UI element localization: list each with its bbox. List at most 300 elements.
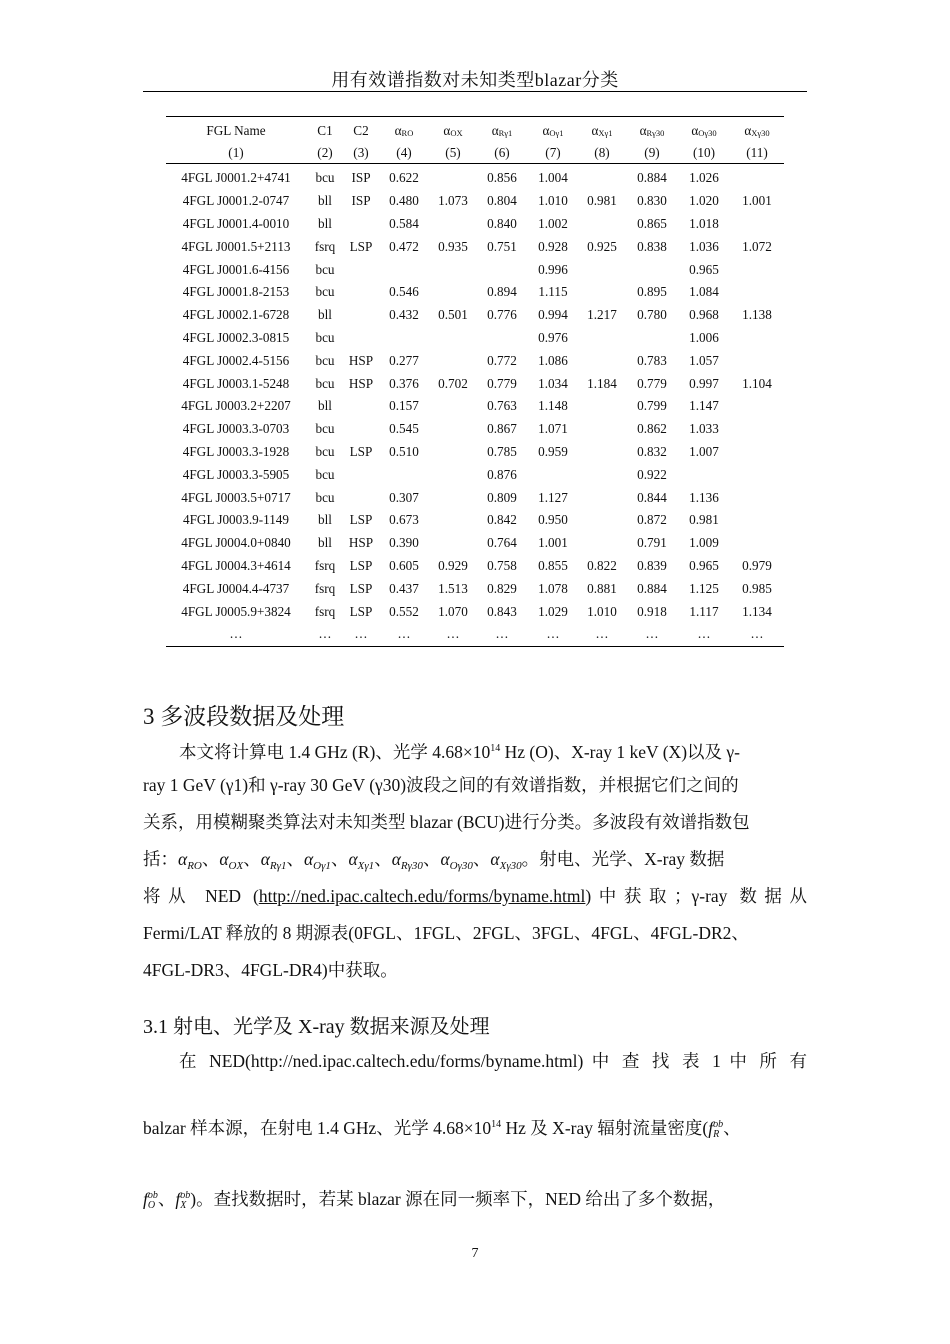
- table-cell: bll: [318, 215, 332, 231]
- table-cell: 4FGL J0003.2+2207: [181, 398, 291, 414]
- table-cell: bll: [318, 512, 332, 528]
- column-number: (5): [430, 142, 476, 164]
- table-cell: 0.673: [389, 512, 419, 528]
- table-cell: [730, 463, 784, 486]
- table-cell: 1.134: [742, 603, 772, 619]
- table-cell: [476, 327, 528, 350]
- table-cell: [344, 395, 378, 418]
- subsection-heading: 3.1 射电、光学及 X-ray 数据来源及处理: [143, 1016, 490, 1038]
- table-cell: 0.779: [637, 375, 667, 391]
- table-cell: 1.117: [689, 603, 719, 619]
- table-row: [166, 235, 784, 258]
- table-cell: 0.968: [689, 307, 719, 323]
- table-cell: 0.809: [487, 489, 517, 505]
- table-cell: 1.136: [689, 489, 719, 505]
- table-cell: bcu: [315, 284, 335, 300]
- table-cell: fsrq: [314, 603, 336, 619]
- table-cell: [476, 258, 528, 281]
- table-cell: [730, 395, 784, 418]
- table-cell: [344, 418, 378, 441]
- table-cell: 4FGL J0004.3+4614: [181, 557, 291, 573]
- column-header: FGL Name: [206, 122, 266, 138]
- table-cell: 0.584: [389, 215, 419, 231]
- table-row: [166, 304, 784, 327]
- table-column-number-row: [166, 142, 784, 164]
- column-header: αOγ1: [542, 122, 564, 138]
- table-cell: 1.057: [689, 352, 719, 368]
- table-cell: 1.033: [689, 421, 719, 437]
- table-cell: 4FGL J0001.2+4741: [181, 170, 291, 186]
- table-cell: 0.829: [487, 580, 517, 596]
- table-cell: 4FGL J0001.8-2153: [182, 284, 290, 300]
- table-cell: [730, 532, 784, 555]
- table-cell: bcu: [315, 329, 335, 345]
- table-cell: 1.001: [538, 535, 568, 551]
- table-cell: ISP: [351, 170, 371, 186]
- table-cell: …: [229, 626, 243, 642]
- table-cell: [430, 258, 476, 281]
- table-cell: 0.985: [742, 580, 772, 596]
- column-number: (11): [730, 142, 784, 164]
- table-cell: [578, 441, 626, 464]
- flux-symbol-R: f ob R: [708, 1118, 724, 1140]
- table-cell: bcu: [315, 375, 335, 391]
- table-cell: [626, 258, 678, 281]
- column-number: (2): [306, 142, 344, 164]
- table-cell: 0.996: [538, 261, 568, 277]
- table-cell: 1.070: [438, 603, 468, 619]
- table-cell: 1.009: [689, 535, 719, 551]
- table-cell: [730, 164, 784, 190]
- table-cell: 1.084: [689, 284, 719, 300]
- table-cell: 0.842: [487, 512, 517, 528]
- table-cell: 0.928: [538, 238, 568, 254]
- spectral-index: $\alpha_{RO}$: [178, 849, 202, 872]
- table-cell: bll: [318, 307, 332, 323]
- table-row: [166, 349, 784, 372]
- table-cell: [578, 349, 626, 372]
- table-row: [166, 600, 784, 623]
- table-cell: 0.922: [637, 466, 667, 482]
- table-cell: 1.007: [689, 443, 719, 459]
- table-cell: [578, 395, 626, 418]
- table-header-row: [166, 117, 784, 143]
- ned-url-link[interactable]: http://ned.ipac.caltech.edu/forms/byname.html: [258, 886, 586, 906]
- table-cell: [344, 304, 378, 327]
- table-cell: [578, 327, 626, 350]
- table-cell: 0.959: [538, 443, 568, 459]
- table-cell: LSP: [349, 443, 373, 459]
- table-row: [166, 395, 784, 418]
- table-cell: [344, 486, 378, 509]
- table-cell: 0.758: [487, 557, 517, 573]
- table-cell: 4FGL J0003.3-5905: [182, 466, 290, 482]
- column-header: αXγ30: [744, 122, 770, 138]
- table-cell: [378, 327, 430, 350]
- table-cell: [344, 213, 378, 236]
- table-cell: HSP: [348, 375, 374, 391]
- table-cell: HSP: [348, 535, 374, 551]
- section-heading: 3 多波段数据及处理: [143, 704, 345, 729]
- table-cell: 0.840: [487, 215, 517, 231]
- table-cell: …: [750, 626, 764, 642]
- data-table: [166, 116, 784, 647]
- table-cell: 1.071: [538, 421, 568, 437]
- table-cell: 1.006: [689, 329, 719, 345]
- table-cell: bcu: [315, 421, 335, 437]
- table-body: [166, 164, 784, 647]
- table-cell: 1.036: [689, 238, 719, 254]
- table-row: [166, 258, 784, 281]
- para-line: balzar 样本源，在射电 1.4 GHz、光学 $4.68\times 10^{14}$ Hz 及 X-ray 辐射流量密度(f ob R 、: [143, 1118, 741, 1140]
- para-line: f ob O 、f ob X )。查找数据时，若某 blazar 源在同一频率下，NED 给出了多个数据，: [143, 1189, 726, 1211]
- table-cell: 0.376: [389, 375, 419, 391]
- table-cell: 0.432: [389, 307, 419, 323]
- table-cell: 1.127: [538, 489, 568, 505]
- table-cell: [730, 441, 784, 464]
- table-cell: 4FGL J0001.2-0747: [182, 193, 290, 209]
- table-cell: 0.855: [538, 557, 568, 573]
- table-cell: 0.480: [389, 193, 419, 209]
- table-cell: 4FGL J0003.1-5248: [182, 375, 290, 391]
- table-cell: 1.217: [587, 307, 617, 323]
- table-cell: fsrq: [314, 557, 336, 573]
- section-3-paragraph: [143, 730, 807, 989]
- column-header: αXγ1: [591, 122, 613, 138]
- table-cell: 0.894: [487, 284, 517, 300]
- table-cell: [578, 164, 626, 190]
- flux-symbol-X: f ob X: [175, 1189, 191, 1211]
- table-cell: 1.125: [689, 580, 719, 596]
- table-cell: 1.104: [742, 375, 772, 391]
- table-cell: LSP: [349, 512, 373, 528]
- table-cell: [430, 327, 476, 350]
- table-cell: …: [645, 626, 659, 642]
- table-cell: LSP: [349, 238, 373, 254]
- column-header: αRO: [394, 122, 414, 138]
- table-row: [166, 532, 784, 555]
- spectral-index: $\alpha_{O\gamma 30}$: [440, 849, 473, 872]
- table-row: [166, 213, 784, 236]
- table-cell: 0.872: [637, 512, 667, 528]
- table-cell: …: [446, 626, 460, 642]
- table-cell: 0.979: [742, 557, 772, 573]
- table-cell: [430, 509, 476, 532]
- page-number: 7: [471, 1246, 479, 1261]
- column-header: αRγ30: [639, 122, 665, 138]
- table-cell: [430, 463, 476, 486]
- table-cell: 0.839: [637, 557, 667, 573]
- table-row: [166, 463, 784, 486]
- table-cell: 0.884: [637, 580, 667, 596]
- table-cell: 0.776: [487, 307, 517, 323]
- table-cell: 0.865: [637, 215, 667, 231]
- table-cell: 0.981: [689, 512, 719, 528]
- table-cell: fsrq: [314, 580, 336, 596]
- table-cell: 0.925: [587, 238, 617, 254]
- table-cell: [344, 327, 378, 350]
- table-cell: 1.138: [742, 307, 772, 323]
- table-cell: [578, 532, 626, 555]
- table-cell: …: [697, 626, 711, 642]
- table-row: [166, 486, 784, 509]
- table-row: [166, 372, 784, 395]
- table-cell: bll: [318, 398, 332, 414]
- table-row: [166, 164, 784, 190]
- table-cell: 4FGL J0003.5+0717: [181, 489, 291, 505]
- subsection-paragraph: [143, 1043, 807, 1218]
- table-cell: 0.307: [389, 489, 419, 505]
- table-cell: [344, 281, 378, 304]
- table-cell: 1.513: [438, 580, 468, 596]
- table-cell: HSP: [348, 352, 374, 368]
- table-cell: 0.763: [487, 398, 517, 414]
- table-cell: 0.994: [538, 307, 568, 323]
- table-cell: 0.935: [438, 238, 468, 254]
- table-cell: 0.546: [389, 284, 419, 300]
- spectral-index: $\alpha_{OX}$: [219, 849, 244, 872]
- table-cell: [430, 441, 476, 464]
- table-cell: …: [546, 626, 560, 642]
- table-cell: [578, 213, 626, 236]
- table-cell: 0.622: [389, 170, 419, 186]
- column-number: (7): [528, 142, 578, 164]
- table-row: [166, 281, 784, 304]
- table-cell: [626, 327, 678, 350]
- table-cell: [730, 327, 784, 350]
- para-line: 在 NED(http://ned.ipac.caltech.edu/forms/byname.html) 中 查 找 表 1 中 所 有: [179, 1051, 807, 1071]
- table-cell: [730, 258, 784, 281]
- spectral-index-list: $\alpha_{RO}$、$\alpha_{OX}$、$\alpha_{R\gamma 1}$、$\alpha_{O\gamma 1}$、$\alpha_{X\gamma 1}$、$\alpha_{R\gamma 30}$、$\alpha_{O\gamma 30}$、$\alpha_{X\gamma 30}$: [178, 849, 522, 872]
- table-cell: 1.086: [538, 352, 568, 368]
- para-line: Fermi/LAT 释放的 8 期源表(0FGL、1FGL、2FGL、3FGL、4FGL、4FGL-DR2、: [143, 923, 749, 943]
- table-cell: [730, 213, 784, 236]
- table-cell: 1.001: [742, 193, 772, 209]
- table-cell: [730, 486, 784, 509]
- table-cell: 0.976: [538, 329, 568, 345]
- table-cell: 4FGL J0002.1-6728: [182, 307, 290, 323]
- table-cell: 0.437: [389, 580, 419, 596]
- table-cell: 0.779: [487, 375, 517, 391]
- table-cell: [430, 349, 476, 372]
- spectral-index: $\alpha_{R\gamma 30}$: [391, 849, 423, 872]
- table-cell: [730, 418, 784, 441]
- table-cell: 0.832: [637, 443, 667, 459]
- table-cell: 1.010: [538, 193, 568, 209]
- column-header: C2: [353, 122, 369, 138]
- para-line-indices: 括：$\alpha_{RO}$、$\alpha_{OX}$、$\alpha_{R\gamma 1}$、$\alpha_{O\gamma 1}$、$\alpha_{X\gamma 1}$、$\alpha_{R\gamma 30}$、$\alpha_{O\gamma 30}$、$\alpha_{X\gamma 30}$。射电、光学、X-ray 数据: [143, 849, 725, 872]
- para-line: 将从 NED (http://ned.ipac.caltech.edu/forms/byname.html)中获取；γ-ray 数据从: [143, 886, 808, 906]
- table-cell: 1.020: [689, 193, 719, 209]
- table-cell: [430, 281, 476, 304]
- table-cell: [430, 532, 476, 555]
- table-row: [166, 509, 784, 532]
- table-cell: [678, 463, 730, 486]
- table-cell: 0.501: [438, 307, 468, 323]
- table-cell: [430, 395, 476, 418]
- table-cell: 0.277: [389, 352, 419, 368]
- table-cell: 1.029: [538, 603, 568, 619]
- table-row: [166, 190, 784, 213]
- table-cell: 0.881: [587, 580, 617, 596]
- table-cell: …: [354, 626, 368, 642]
- table-cell: 0.702: [438, 375, 468, 391]
- table-cell: LSP: [349, 557, 373, 573]
- table-cell: bcu: [315, 261, 335, 277]
- spectral-index: $\alpha_{X\gamma 30}$: [490, 849, 522, 872]
- table-cell: 0.804: [487, 193, 517, 209]
- table-row: [166, 441, 784, 464]
- table-cell: [578, 463, 626, 486]
- table-cell: 1.073: [438, 193, 468, 209]
- table-cell: 4FGL J0005.9+3824: [181, 603, 291, 619]
- column-number: (8): [578, 142, 626, 164]
- table-cell: [430, 486, 476, 509]
- table-cell: 0.785: [487, 443, 517, 459]
- column-header: αOγ30: [691, 122, 717, 138]
- table-cell: 0.884: [637, 170, 667, 186]
- table-cell: …: [495, 626, 509, 642]
- table-cell: 1.004: [538, 170, 568, 186]
- table-cell: 1.078: [538, 580, 568, 596]
- table-cell: 0.867: [487, 421, 517, 437]
- para-line: 4FGL-DR3、4FGL-DR4)中获取。: [143, 960, 398, 980]
- table-cell: 4FGL J0004.0+0840: [181, 535, 291, 551]
- running-header: 用有效谱指数对未知类型blazar分类: [331, 70, 619, 90]
- table-row: [166, 623, 784, 646]
- table-cell: LSP: [349, 580, 373, 596]
- spectral-index: $\alpha_{X\gamma 1}$: [348, 849, 375, 872]
- table-cell: [730, 349, 784, 372]
- column-header: αOX: [443, 122, 463, 138]
- table-row: [166, 555, 784, 578]
- table-cell: [430, 213, 476, 236]
- column-number: (9): [626, 142, 678, 164]
- table-cell: [528, 463, 578, 486]
- table-row: [166, 577, 784, 600]
- table-cell: bcu: [315, 352, 335, 368]
- table-cell: 4FGL J0001.4-0010: [182, 215, 290, 231]
- column-number: (10): [678, 142, 730, 164]
- table-cell: 0.843: [487, 603, 517, 619]
- table-cell: [430, 164, 476, 190]
- table-cell: 0.965: [689, 261, 719, 277]
- table-cell: 0.764: [487, 535, 517, 551]
- table-cell: 0.876: [487, 466, 517, 482]
- table-cell: ISP: [351, 193, 371, 209]
- table-cell: 0.918: [637, 603, 667, 619]
- table-cell: 0.791: [637, 535, 667, 551]
- table-cell: 1.115: [538, 284, 568, 300]
- table-cell: 0.605: [389, 557, 419, 573]
- table-cell: 1.026: [689, 170, 719, 186]
- table-cell: …: [397, 626, 411, 642]
- table-cell: 0.950: [538, 512, 568, 528]
- table-cell: 0.545: [389, 421, 419, 437]
- table-cell: 0.390: [389, 535, 419, 551]
- table-cell: 4FGL J0003.3-0703: [182, 421, 290, 437]
- table-cell: 0.472: [389, 238, 419, 254]
- table-cell: 1.184: [587, 375, 617, 391]
- table-cell: 0.895: [637, 284, 667, 300]
- table-cell: 1.002: [538, 215, 568, 231]
- para-line: 关系，用模糊聚类算法对未知类型 blazar (BCU)进行分类。多波段有效谱指数包: [143, 812, 750, 832]
- table-cell: 0.856: [487, 170, 517, 186]
- table-row: [166, 327, 784, 350]
- table-cell: 1.148: [538, 398, 568, 414]
- table-cell: …: [595, 626, 609, 642]
- column-number: (1): [166, 142, 306, 164]
- table-cell: fsrq: [314, 238, 336, 254]
- table-cell: 4FGL J0003.3-1928: [182, 443, 290, 459]
- table-cell: 0.997: [689, 375, 719, 391]
- table-cell: 0.552: [389, 603, 419, 619]
- column-header: αRγ1: [491, 122, 513, 138]
- table-cell: 4FGL J0001.5+2113: [181, 238, 291, 254]
- table-cell: [378, 463, 430, 486]
- table-cell: 4FGL J0001.6-4156: [182, 261, 290, 277]
- table-cell: bcu: [315, 443, 335, 459]
- table-row: [166, 418, 784, 441]
- table-cell: 1.018: [689, 215, 719, 231]
- table-cell: 0.844: [637, 489, 667, 505]
- para-line: ray 1 GeV (γ1)和 γ-ray 30 GeV (γ30)波段之间的有效谱指数，并根据它们之间的: [143, 775, 739, 795]
- column-header: C1: [317, 122, 333, 138]
- flux-symbol-O: f ob O: [143, 1189, 158, 1211]
- table-cell: 0.772: [487, 352, 517, 368]
- para-line: 本文将计算电 1.4 GHz (R)、光学 $4.68\times 10^{14}$ Hz (O)、X-ray 1 keV (X)以及 γ-: [179, 742, 740, 762]
- table-cell: bcu: [315, 170, 335, 186]
- table-cell: [578, 418, 626, 441]
- table-cell: [344, 463, 378, 486]
- table-cell: 0.157: [389, 398, 419, 414]
- spectral-index: $\alpha_{R\gamma 1}$: [260, 849, 287, 872]
- table-cell: [430, 418, 476, 441]
- table-cell: [578, 486, 626, 509]
- table-cell: [578, 258, 626, 281]
- table-cell: [344, 258, 378, 281]
- header-rule: [143, 91, 807, 92]
- table-cell: 0.783: [637, 352, 667, 368]
- table-cell: bll: [318, 535, 332, 551]
- table-cell: 1.072: [742, 238, 772, 254]
- table-cell: 4FGL J0002.3-0815: [182, 329, 290, 345]
- table-cell: 0.929: [438, 557, 468, 573]
- table-cell: [730, 281, 784, 304]
- table-cell: bll: [318, 193, 332, 209]
- table-cell: 0.830: [637, 193, 667, 209]
- table-cell: 0.965: [689, 557, 719, 573]
- table-cell: [730, 509, 784, 532]
- table-cell: 0.981: [587, 193, 617, 209]
- table-cell: 1.147: [689, 398, 719, 414]
- table-cell: 4FGL J0003.9-1149: [183, 512, 289, 528]
- table-cell: 4FGL J0004.4-4737: [182, 580, 290, 596]
- table-cell: 0.822: [587, 557, 617, 573]
- table-cell: bcu: [315, 489, 335, 505]
- table-cell: …: [318, 626, 332, 642]
- table-cell: [378, 258, 430, 281]
- table-cell: 0.838: [637, 238, 667, 254]
- table-cell: bcu: [315, 466, 335, 482]
- table-cell: LSP: [349, 603, 373, 619]
- table-cell: 0.510: [389, 443, 419, 459]
- table-cell: 0.799: [637, 398, 667, 414]
- column-number: (3): [344, 142, 378, 164]
- column-number: (6): [476, 142, 528, 164]
- table-cell: 1.010: [587, 603, 617, 619]
- table-cell: [578, 281, 626, 304]
